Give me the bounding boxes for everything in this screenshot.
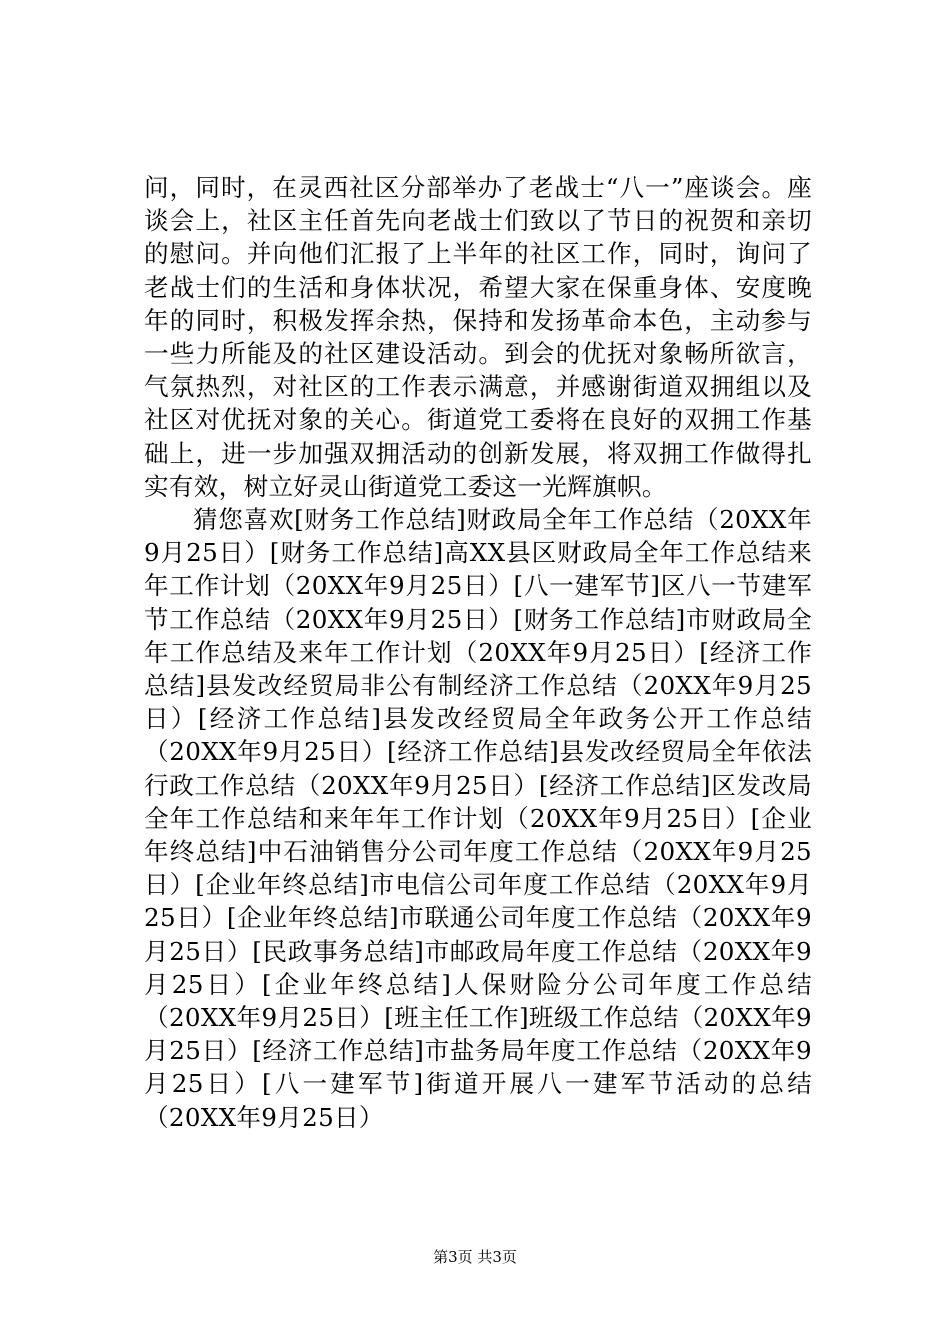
- document-body: [144, 171, 812, 1134]
- page-number-footer: 第3页 共3页: [433, 1248, 517, 1266]
- paragraph-continuation: 问，同时，在灵西社区分部举办了老战士“八一”座谈会。座谈会上，社区主任首先向老战士们致以了节日的祝贺和亲切的慰问。并向他们汇报了上半年的社区工作，同时，询问了老战士们的生活和身体状况，希望大家在保重身体、安度晚年的同时，积极发挥余热，保持和发扬革命本色，主动参与一些力所能及的社区建设活动。到会的优抚对象畅所欲言，气氛热烈，对社区的工作表示满意，并感谢街道双拥组以及社区对优抚对象的关心。街道党工委将在良好的双拥工作基础上，进一步加强双拥活动的创新发展，将双拥工作做得扎实有效，树立好灵山街道党工委这一光辉旗帜。: [144, 173, 812, 501]
- paragraph-related-links: 猜您喜欢[财务工作总结]财政局全年工作总结（20XX年9月25日）[财务工作总结]高XX县区财政局全年工作总结来年工作计划（20XX年9月25日）[八一建军节]区八一节建军节工作总结（20XX年9月25日）[财务工作总结]市财政局全年工作总结及来年工作计划（20XX年9月25日）[经济工作总结]县发改经贸局非公有制经济工作总结（20XX年9月25日）[经济工作总结]县发改经贸局全年政务公开工作总结（20XX年9月25日）[经济工作总结]县发改经贸局全年依法行政工作总结（20XX年9月25日）[经济工作总结]区发改局全年工作总结和来年年工作计划（20XX年9月25日）[企业年终总结]中石油销售分公司年度工作总结（20XX年9月25日）[企业年终总结]市电信公司年度工作总结（20XX年9月25日）[企业年终总结]市联通公司年度工作总结（20XX年9月25日）[民政事务总结]市邮政局年度工作总结（20XX年9月25日）[企业年终总结]人保财险分公司年度工作总结（20XX年9月25日）[班主任工作]班级工作总结（20XX年9月25日）[经济工作总结]市盐务局年度工作总结（20XX年9月25日）[八一建军节]街道开展八一建军节活动的总结（20XX年9月25日）: [144, 505, 812, 1132]
